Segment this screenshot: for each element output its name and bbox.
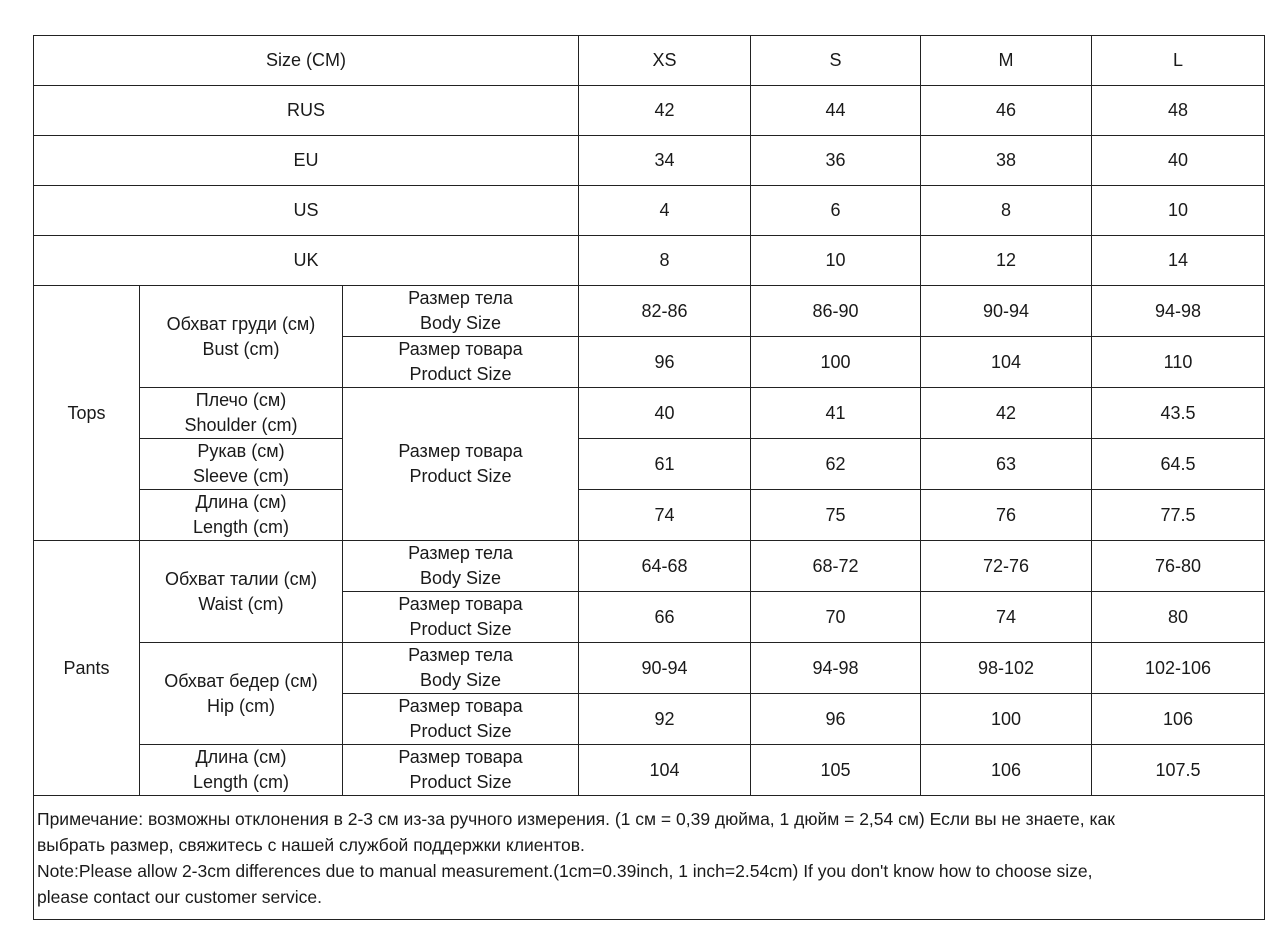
table-cell: 48 bbox=[1092, 86, 1265, 136]
type-label-en: Product Size bbox=[409, 721, 512, 741]
uk-row bbox=[34, 236, 1265, 286]
measure-label-en: Bust (cm) bbox=[202, 338, 280, 359]
table-cell: 100 bbox=[921, 694, 1092, 745]
table-cell: 104 bbox=[921, 337, 1092, 388]
measure-label-ru: Рукав (см) bbox=[197, 441, 285, 461]
type-label-ru: Размер товара bbox=[398, 441, 523, 461]
eu-row bbox=[34, 136, 1265, 186]
type-product-size bbox=[343, 745, 579, 796]
sleeve-row bbox=[34, 439, 1265, 490]
size-s-header: S bbox=[751, 36, 921, 86]
category-tops: Tops bbox=[34, 286, 140, 541]
table-cell: 75 bbox=[751, 490, 921, 541]
table-cell: 4 bbox=[579, 186, 751, 236]
size-m-header: M bbox=[921, 36, 1092, 86]
table-cell: 74 bbox=[921, 592, 1092, 643]
waist-body-row bbox=[34, 541, 1265, 592]
table-cell: 80 bbox=[1092, 592, 1265, 643]
measure-sleeve bbox=[140, 439, 343, 490]
tops-length-row bbox=[34, 490, 1265, 541]
row-label: RUS bbox=[34, 86, 579, 136]
table-cell: 72-76 bbox=[921, 541, 1092, 592]
table-cell: 104 bbox=[579, 745, 751, 796]
table-cell: 107.5 bbox=[1092, 745, 1265, 796]
table-cell: 8 bbox=[579, 236, 751, 286]
type-product-size bbox=[343, 337, 579, 388]
table-cell: 46 bbox=[921, 86, 1092, 136]
table-cell: 6 bbox=[751, 186, 921, 236]
table-cell: 68-72 bbox=[751, 541, 921, 592]
table-cell: 90-94 bbox=[921, 286, 1092, 337]
table-cell: 36 bbox=[751, 136, 921, 186]
type-label-ru: Размер тела bbox=[408, 543, 513, 563]
type-label-en: Body Size bbox=[419, 568, 502, 588]
table-cell: 94-98 bbox=[751, 643, 921, 694]
table-cell: 66 bbox=[579, 592, 751, 643]
table-cell: 90-94 bbox=[579, 643, 751, 694]
table-cell: 64-68 bbox=[579, 541, 751, 592]
type-label-en: Body Size bbox=[419, 313, 502, 333]
note-ru-line2: выбрать размер, свяжитесь с нашей службой поддержки клиентов. bbox=[37, 835, 585, 855]
type-label-ru: Размер товара bbox=[398, 696, 523, 716]
size-xs-header: XS bbox=[579, 36, 751, 86]
table-cell: 94-98 bbox=[1092, 286, 1265, 337]
measure-label-ru: Обхват талии (см) bbox=[165, 568, 317, 589]
type-body-size bbox=[343, 643, 579, 694]
type-body-size bbox=[343, 541, 579, 592]
type-label-en: Product Size bbox=[409, 619, 512, 639]
table-cell: 70 bbox=[751, 592, 921, 643]
type-product-size bbox=[343, 592, 579, 643]
table-cell: 82-86 bbox=[579, 286, 751, 337]
measure-length bbox=[140, 490, 343, 541]
type-label-ru: Размер тела bbox=[408, 288, 513, 308]
measure-label-en: Shoulder (cm) bbox=[184, 415, 298, 435]
table-cell: 98-102 bbox=[921, 643, 1092, 694]
measure-waist bbox=[140, 541, 343, 643]
table-cell: 106 bbox=[1092, 694, 1265, 745]
type-body-size bbox=[343, 286, 579, 337]
type-label-ru: Размер товара bbox=[398, 339, 523, 359]
measure-hip bbox=[140, 643, 343, 745]
table-cell: 8 bbox=[921, 186, 1092, 236]
type-label-ru: Размер товара bbox=[398, 594, 523, 614]
table-cell: 42 bbox=[921, 388, 1092, 439]
measure-label-ru: Обхват бедер (см) bbox=[164, 670, 318, 691]
table-cell: 102-106 bbox=[1092, 643, 1265, 694]
measure-label-en: Waist (cm) bbox=[198, 593, 284, 614]
table-cell: 10 bbox=[1092, 186, 1265, 236]
measure-label-ru: Длина (см) bbox=[195, 747, 287, 767]
measure-label-ru: Длина (см) bbox=[195, 492, 287, 512]
table-cell: 76-80 bbox=[1092, 541, 1265, 592]
note-row bbox=[34, 796, 1265, 920]
type-label-en: Product Size bbox=[409, 364, 512, 384]
size-header-label: Size (CM) bbox=[34, 36, 579, 86]
row-label: US bbox=[34, 186, 579, 236]
type-label-ru: Размер тела bbox=[408, 645, 513, 665]
type-product-size bbox=[343, 694, 579, 745]
table-cell: 64.5 bbox=[1092, 439, 1265, 490]
measure-label-ru: Обхват груди (см) bbox=[166, 313, 316, 334]
measure-label-en: Length (cm) bbox=[192, 772, 290, 792]
measure-label-ru: Плечо (см) bbox=[195, 390, 287, 410]
measure-shoulder bbox=[140, 388, 343, 439]
measure-bust bbox=[140, 286, 343, 388]
table-cell: 110 bbox=[1092, 337, 1265, 388]
table-cell: 63 bbox=[921, 439, 1092, 490]
note-en-line1: Note:Please allow 2-3cm differences due to manual measurement.(1cm=0.39inch, 1 inch=2.54cm) If you don't know how to choose size, bbox=[37, 861, 1093, 881]
pants-length-row bbox=[34, 745, 1265, 796]
measure-length bbox=[140, 745, 343, 796]
table-cell: 61 bbox=[579, 439, 751, 490]
measure-label-en: Sleeve (cm) bbox=[192, 466, 290, 486]
note-text bbox=[34, 796, 1265, 920]
table-cell: 42 bbox=[579, 86, 751, 136]
table-cell: 74 bbox=[579, 490, 751, 541]
row-label: UK bbox=[34, 236, 579, 286]
rus-row bbox=[34, 86, 1265, 136]
type-label-en: Body Size bbox=[419, 670, 502, 690]
table-cell: 106 bbox=[921, 745, 1092, 796]
table-cell: 96 bbox=[579, 337, 751, 388]
table-cell: 76 bbox=[921, 490, 1092, 541]
table-cell: 40 bbox=[1092, 136, 1265, 186]
table-cell: 43.5 bbox=[1092, 388, 1265, 439]
header-row bbox=[34, 36, 1265, 86]
type-label-ru: Размер товара bbox=[398, 747, 523, 767]
bust-body-row bbox=[34, 286, 1265, 337]
table-cell: 44 bbox=[751, 86, 921, 136]
us-row bbox=[34, 186, 1265, 236]
table-cell: 38 bbox=[921, 136, 1092, 186]
table-cell: 40 bbox=[579, 388, 751, 439]
table-cell: 14 bbox=[1092, 236, 1265, 286]
table-cell: 100 bbox=[751, 337, 921, 388]
table-cell: 86-90 bbox=[751, 286, 921, 337]
table-cell: 10 bbox=[751, 236, 921, 286]
size-l-header: L bbox=[1092, 36, 1265, 86]
measure-label-en: Hip (cm) bbox=[207, 695, 275, 716]
table-cell: 92 bbox=[579, 694, 751, 745]
table-cell: 105 bbox=[751, 745, 921, 796]
note-en-line2: please contact our customer service. bbox=[37, 887, 322, 907]
type-label-en: Product Size bbox=[409, 466, 512, 486]
row-label: EU bbox=[34, 136, 579, 186]
table-cell: 34 bbox=[579, 136, 751, 186]
table-cell: 77.5 bbox=[1092, 490, 1265, 541]
table-cell: 12 bbox=[921, 236, 1092, 286]
table-cell: 62 bbox=[751, 439, 921, 490]
note-ru-line1: Примечание: возможны отклонения в 2-3 см из-за ручного измерения. (1 см = 0,39 дюйма, 1 дюйм = 2,54 см) Если вы не знаете, как bbox=[37, 809, 1115, 829]
size-chart-table bbox=[33, 35, 1265, 920]
shoulder-row bbox=[34, 388, 1265, 439]
type-label-en: Product Size bbox=[409, 772, 512, 792]
measure-label-en: Length (cm) bbox=[192, 517, 290, 537]
category-pants: Pants bbox=[34, 541, 140, 796]
table-cell: 41 bbox=[751, 388, 921, 439]
table-cell: 96 bbox=[751, 694, 921, 745]
hip-body-row bbox=[34, 643, 1265, 694]
type-product-size bbox=[343, 388, 579, 541]
